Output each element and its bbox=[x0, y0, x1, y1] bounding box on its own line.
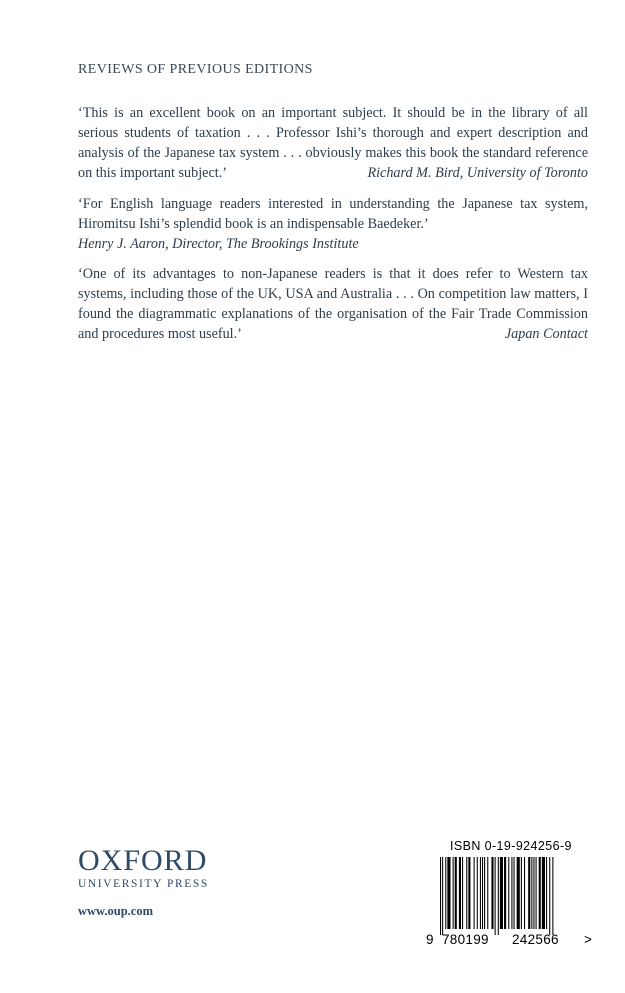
review-text: ‘For English language readers interested in understanding the Japanese tax system, Hiromitsu Ishi’s splendid book is an indispensable Baedeker.’ bbox=[78, 196, 588, 232]
publisher-website: www.oup.com bbox=[78, 904, 154, 918]
barcode-bar bbox=[511, 857, 512, 929]
barcode-bar bbox=[455, 857, 457, 929]
barcode-bars bbox=[436, 857, 586, 935]
review-quote bbox=[78, 264, 588, 344]
barcode-digits-left: 780199 bbox=[442, 932, 489, 947]
barcode-bar bbox=[442, 857, 443, 935]
publisher-logo bbox=[78, 846, 209, 890]
review-attribution: Richard M. Bird, University of Toronto bbox=[367, 165, 588, 181]
barcode-digits-right: 242566 bbox=[512, 932, 559, 947]
barcode-bar bbox=[474, 857, 475, 929]
barcode-bar bbox=[552, 857, 553, 935]
barcode-bar bbox=[536, 857, 537, 929]
barcode-bar bbox=[528, 857, 530, 929]
barcode-bar bbox=[491, 857, 493, 929]
barcode-bar bbox=[531, 857, 532, 929]
barcode-bar bbox=[459, 857, 461, 929]
barcode-bar bbox=[521, 857, 522, 929]
barcode-bar bbox=[524, 857, 525, 929]
barcode-bar bbox=[500, 857, 503, 929]
isbn-label: ISBN 0-19-924256-9 bbox=[450, 839, 572, 853]
barcode-bar bbox=[445, 857, 446, 929]
review-quote bbox=[78, 103, 588, 183]
publisher-name: OXFORD bbox=[78, 844, 208, 877]
barcode-bar bbox=[482, 857, 483, 929]
barcode-bar bbox=[539, 857, 541, 929]
barcode-bar bbox=[498, 857, 499, 935]
barcode-bar bbox=[533, 857, 534, 929]
barcode-digit-lead: 9 bbox=[426, 932, 434, 947]
barcode-bar bbox=[462, 857, 463, 929]
barcode-bar bbox=[504, 857, 506, 929]
barcode-bar bbox=[447, 857, 450, 929]
section-heading: REVIEWS OF PREVIOUS EDITIONS bbox=[78, 62, 313, 77]
review-quote bbox=[78, 194, 588, 254]
barcode-bar bbox=[487, 857, 488, 929]
barcode-bar bbox=[508, 857, 509, 929]
barcode-bar bbox=[440, 857, 441, 935]
review-attribution: Henry J. Aaron, Director, The Brookings Institute bbox=[78, 236, 359, 252]
barcode-bar bbox=[468, 857, 470, 929]
review-text: ‘One of its advantages to non-Japanese readers is that it does refer to Western tax systems, including those of the UK, USA and Australia . . . On competition law matters, I found the diagrammatic explanations of the organisation of the Fair Trade Commission and procedures most useful.’ Japan Contact bbox=[78, 266, 588, 342]
barcode-bar bbox=[514, 857, 515, 929]
isbn-barcode bbox=[426, 839, 593, 952]
barcode-bar bbox=[484, 857, 485, 929]
barcode-bar bbox=[517, 857, 520, 929]
barcode-bar bbox=[480, 857, 481, 929]
barcode-bar bbox=[546, 857, 547, 929]
review-text: ‘This is an excellent book on an important subject. It should be in the library of all serious students of taxation . . . Professor Ishi’s thorough and expert description and analysis of the Japanese tax system . . . obviously makes this book the standard reference on this important subject.’ Richard M. Bird, University of Toronto bbox=[78, 105, 588, 181]
publisher-subname: UNIVERSITY PRESS bbox=[78, 878, 209, 890]
barcode-bar bbox=[542, 857, 545, 929]
review-attribution: Japan Contact bbox=[504, 326, 588, 342]
barcode-bar bbox=[549, 857, 550, 935]
barcode-digit-end: > bbox=[584, 932, 593, 947]
barcode-bar bbox=[495, 857, 496, 935]
barcode-bar bbox=[453, 857, 454, 929]
barcode-bar bbox=[466, 857, 467, 929]
barcode-bar bbox=[477, 857, 478, 929]
